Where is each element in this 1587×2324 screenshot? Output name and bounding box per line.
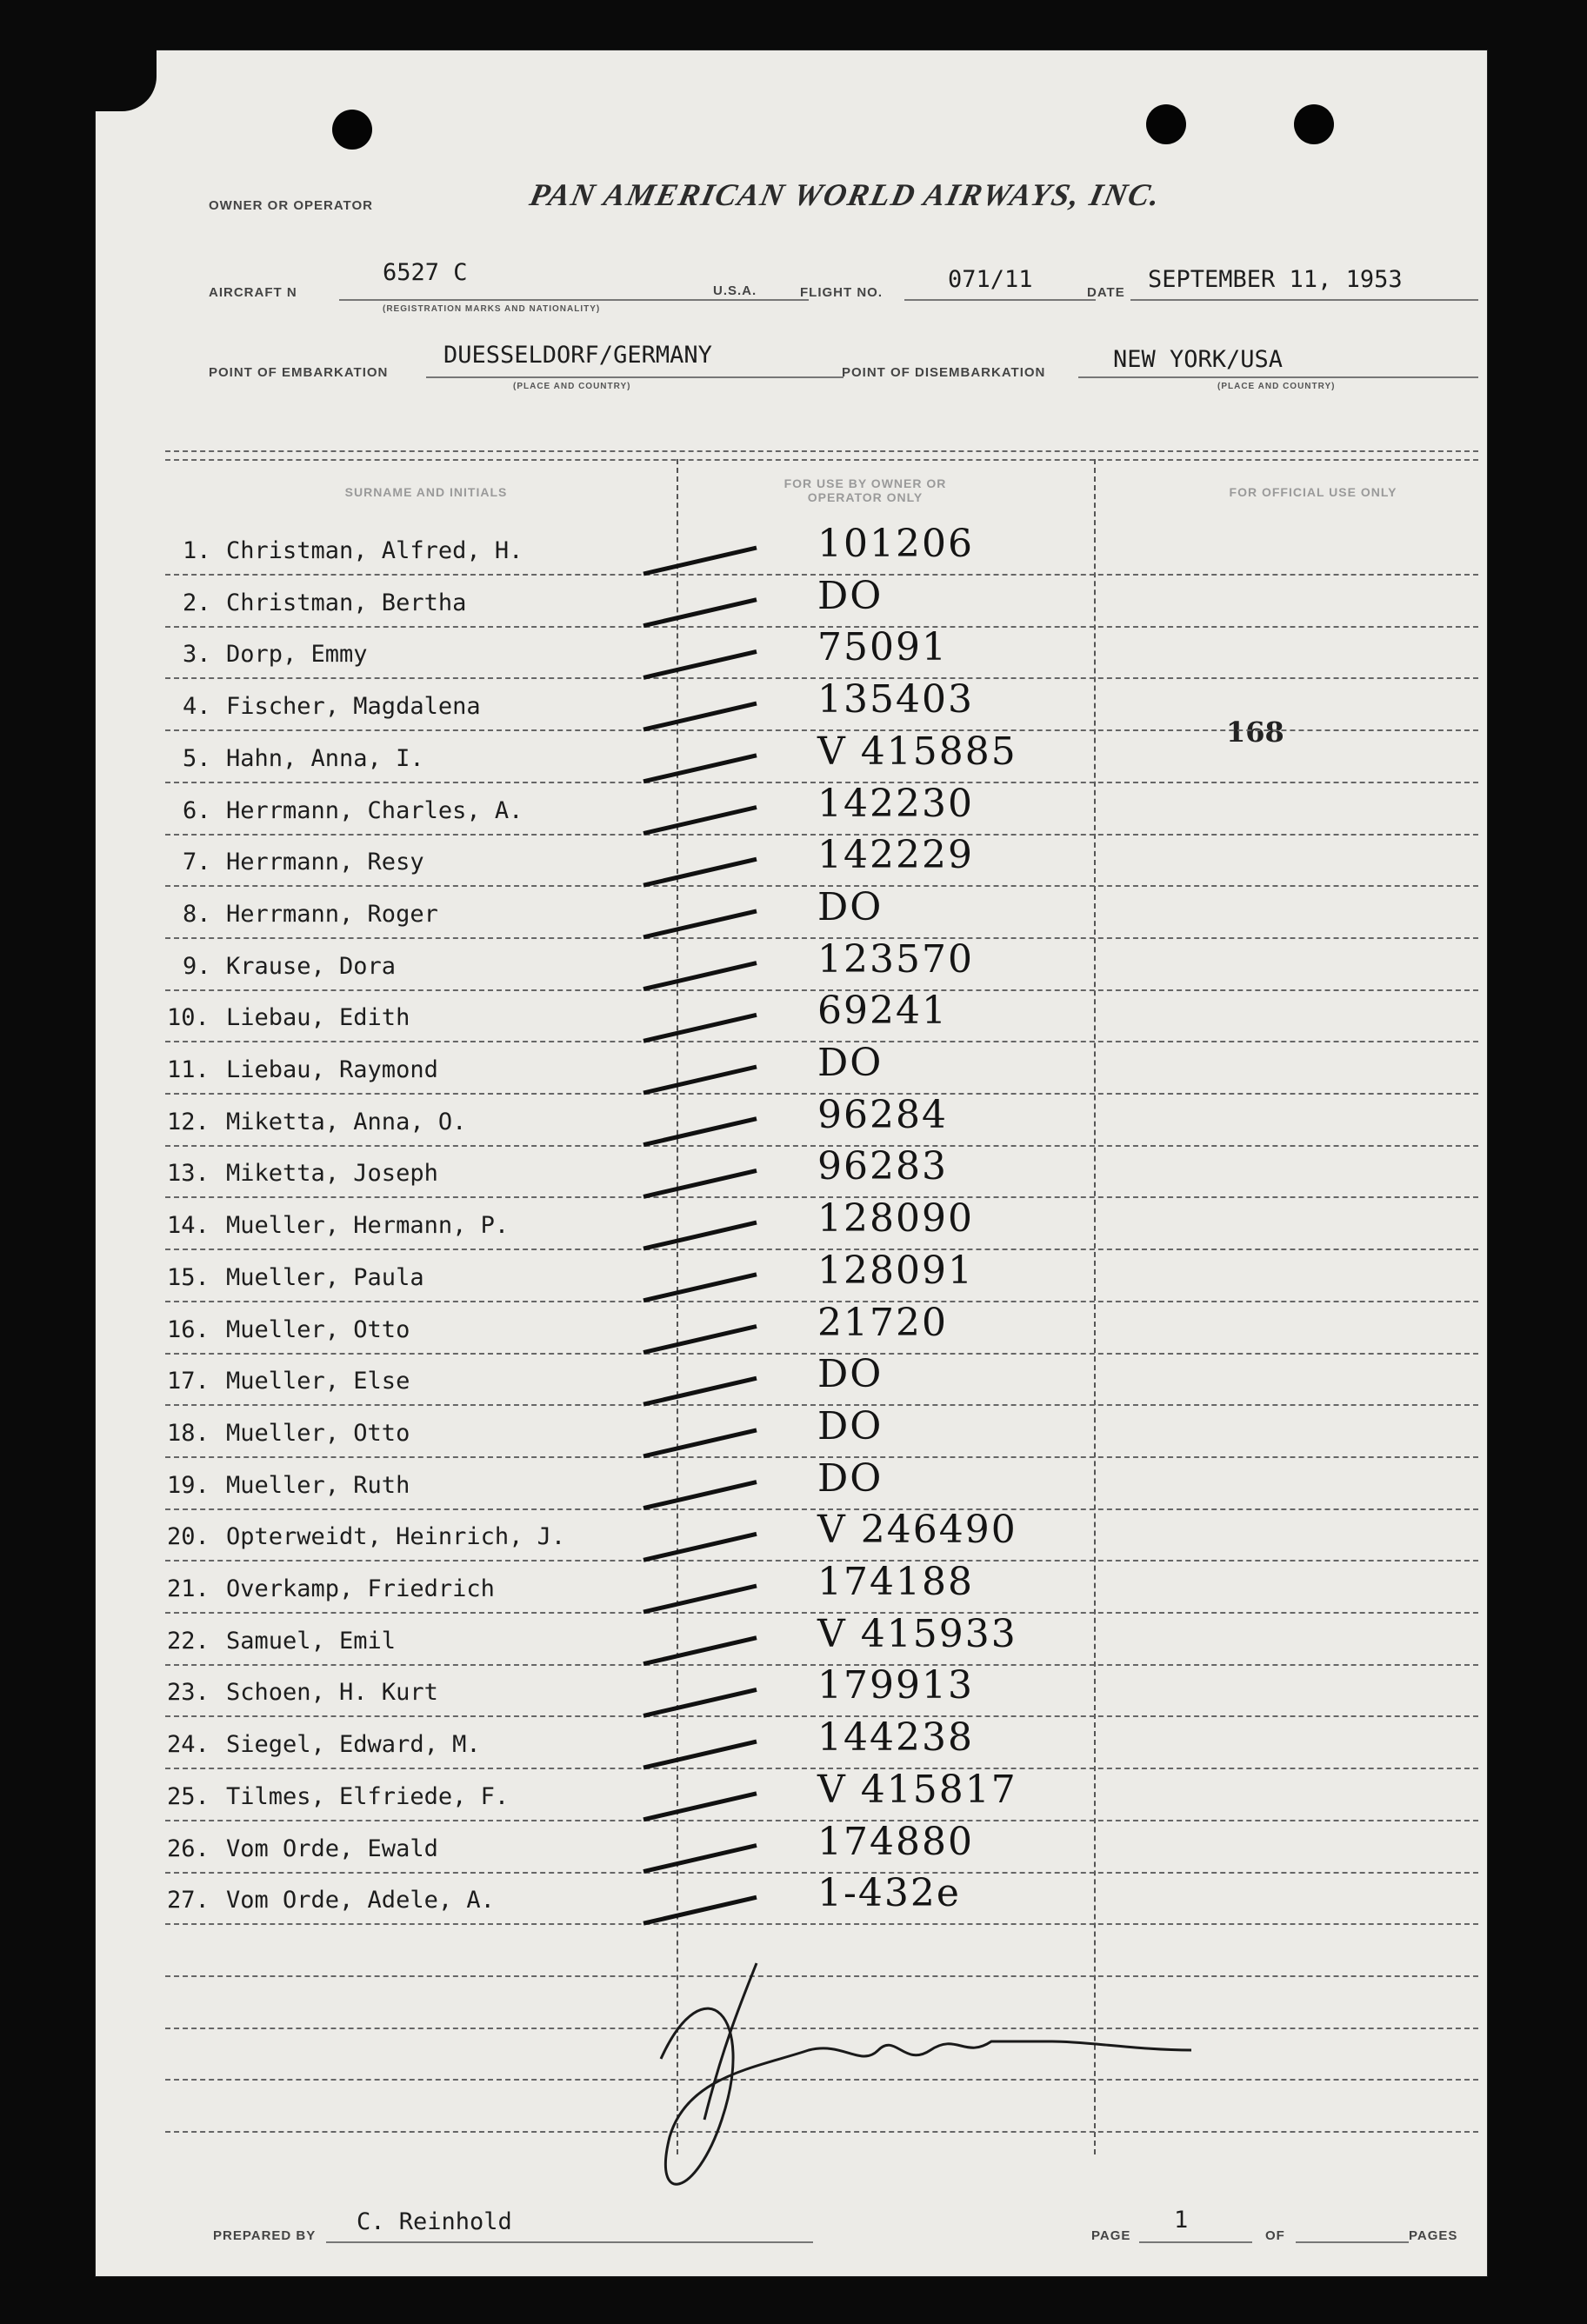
of-label: OF	[1265, 2228, 1285, 2243]
passenger-name: Vom Orde, Adele, A.	[226, 1887, 495, 1914]
row-number: 18.	[167, 1420, 210, 1447]
row-number: 5.	[183, 745, 211, 772]
page-label: PAGE	[1091, 2228, 1131, 2243]
passenger-name: Dorp, Emmy	[226, 641, 368, 668]
tick-mark	[643, 1170, 757, 1196]
passenger-name: Hahn, Anna, I.	[226, 745, 424, 772]
official-number: 168	[1226, 716, 1284, 749]
pages-label: PAGES	[1409, 2228, 1458, 2243]
passenger-document-number: 128091	[817, 1249, 974, 1293]
disembark-value: NEW YORK/USA	[1113, 346, 1284, 373]
tick-mark	[643, 859, 757, 885]
embark-sub: (PLACE AND COUNTRY)	[513, 382, 631, 391]
tick-mark	[643, 756, 757, 782]
aircraft-label: AIRCRAFT N	[209, 285, 297, 300]
passenger-name: Miketta, Anna, O.	[226, 1109, 467, 1135]
tick-mark	[643, 703, 757, 729]
row-number: 20.	[167, 1523, 210, 1550]
passenger-document-number: 96283	[817, 1144, 948, 1189]
row-number: 6.	[183, 797, 211, 824]
passenger-document-number: 144238	[817, 1715, 974, 1760]
passenger-name: Herrmann, Roger	[226, 901, 438, 928]
passenger-name: Mueller, Paula	[226, 1264, 424, 1291]
tick-mark	[643, 1482, 757, 1508]
date-value: SEPTEMBER 11, 1953	[1148, 266, 1403, 293]
passenger-document-number: 1-432e	[817, 1871, 961, 1915]
tick-mark	[643, 1794, 757, 1820]
passenger-name: Overkamp, Friedrich	[226, 1575, 495, 1602]
passenger-document-number: 128090	[817, 1196, 974, 1241]
passenger-document-number: 96284	[817, 1093, 948, 1137]
passenger-name: Miketta, Joseph	[226, 1160, 438, 1187]
row-number: 12.	[167, 1109, 210, 1135]
row-number: 25.	[167, 1783, 210, 1810]
prepared-value: C. Reinhold	[357, 2208, 512, 2235]
passenger-document-number: DO	[817, 1041, 884, 1085]
col-header-official: FOR OFFICIAL USE ONLY	[1229, 485, 1397, 499]
passenger-document-number: 174188	[817, 1560, 974, 1604]
row-number: 2.	[183, 589, 211, 616]
tick-mark	[643, 1638, 757, 1664]
passenger-document-number: 21720	[817, 1301, 948, 1345]
tick-mark	[643, 600, 757, 626]
row-number: 15.	[167, 1264, 210, 1291]
aircraft-value: 6527 C	[383, 259, 468, 286]
passenger-document-number: 123570	[817, 937, 974, 982]
row-number: 10.	[167, 1004, 210, 1031]
row-number: 11.	[167, 1056, 210, 1083]
passenger-name: Krause, Dora	[226, 953, 397, 980]
passenger-document-number: 174880	[817, 1820, 974, 1864]
tick-mark	[643, 911, 757, 937]
passenger-document-number: DO	[817, 1352, 884, 1396]
passenger-name: Tilmes, Elfriede, F.	[226, 1783, 510, 1810]
owner-label: OWNER OR OPERATOR	[209, 198, 373, 213]
passenger-name: Samuel, Emil	[226, 1628, 397, 1655]
row-number: 22.	[167, 1628, 210, 1655]
passenger-document-number: V 415817	[817, 1768, 1017, 1812]
passenger-name: Mueller, Else	[226, 1368, 410, 1395]
passenger-name: Christman, Bertha	[226, 589, 467, 616]
row-number: 14.	[167, 1212, 210, 1239]
passenger-name: Mueller, Otto	[226, 1316, 410, 1343]
prepared-label: PREPARED BY	[213, 2228, 317, 2243]
company-name: PAN AMERICAN WORLD AIRWAYS, INC.	[526, 177, 1165, 212]
passenger-document-number: V 246490	[817, 1508, 1017, 1552]
tick-mark	[643, 1119, 757, 1145]
row-number: 24.	[167, 1731, 210, 1758]
tick-mark	[643, 1015, 757, 1041]
row-number: 23.	[167, 1679, 210, 1706]
passenger-document-number: DO	[817, 885, 884, 929]
passenger-document-number: DO	[817, 574, 884, 618]
tick-mark	[643, 1327, 757, 1353]
row-number: 8.	[183, 901, 211, 928]
tick-mark	[643, 1378, 757, 1404]
col-header-name: SURNAME AND INITIALS	[344, 485, 508, 499]
passenger-name: Fischer, Magdalena	[226, 693, 481, 720]
row-number: 27.	[167, 1887, 210, 1914]
row-number: 21.	[167, 1575, 210, 1602]
passenger-document-number: DO	[817, 1404, 884, 1448]
tick-mark	[643, 1534, 757, 1560]
row-number: 13.	[167, 1160, 210, 1187]
manifest-page	[96, 50, 1487, 2276]
row-number: 1.	[183, 537, 211, 564]
page-value: 1	[1174, 2207, 1189, 2234]
passenger-name: Siegel, Edward, M.	[226, 1731, 481, 1758]
row-number: 17.	[167, 1368, 210, 1395]
tick-mark	[643, 548, 757, 574]
embark-label: POINT OF EMBARKATION	[209, 365, 389, 380]
passenger-name: Mueller, Otto	[226, 1420, 410, 1447]
col-header-owner: FOR USE BY OWNER OR OPERATOR ONLY	[783, 476, 947, 504]
passenger-document-number: 69241	[817, 989, 948, 1033]
passenger-document-number: 101206	[817, 522, 974, 566]
passenger-name: Schoen, H. Kurt	[226, 1679, 438, 1706]
usa-label: U.S.A.	[713, 283, 757, 298]
tick-mark	[643, 651, 757, 677]
passenger-document-number: V 415885	[817, 729, 1017, 774]
passenger-name: Herrmann, Charles, A.	[226, 797, 523, 824]
passenger-name: Liebau, Raymond	[226, 1056, 438, 1083]
disembark-label: POINT OF DISEMBARKATION	[842, 365, 1046, 380]
embark-value: DUESSELDORF/GERMANY	[443, 342, 712, 369]
disembark-sub: (PLACE AND COUNTRY)	[1217, 382, 1336, 391]
row-number: 16.	[167, 1316, 210, 1343]
tick-mark	[643, 1741, 757, 1768]
passenger-name: Vom Orde, Ewald	[226, 1835, 438, 1862]
passenger-name: Mueller, Hermann, P.	[226, 1212, 510, 1239]
row-number: 3.	[183, 641, 211, 668]
tick-mark	[643, 1897, 757, 1923]
tick-mark	[643, 1586, 757, 1612]
row-number: 26.	[167, 1835, 210, 1862]
tick-mark	[643, 1430, 757, 1456]
passenger-document-number: 75091	[817, 625, 948, 669]
passenger-name: Mueller, Ruth	[226, 1472, 410, 1499]
flight-label: FLIGHT NO.	[800, 285, 883, 300]
passenger-document-number: 142229	[817, 833, 974, 877]
passenger-name: Liebau, Edith	[226, 1004, 410, 1031]
aircraft-sub: (REGISTRATION MARKS AND NATIONALITY)	[383, 304, 601, 314]
tick-marks	[96, 50, 1487, 2276]
row-number: 9.	[183, 953, 211, 980]
row-number: 7.	[183, 849, 211, 876]
row-number: 4.	[183, 693, 211, 720]
flight-value: 071/11	[948, 266, 1033, 293]
passenger-name: Herrmann, Resy	[226, 849, 424, 876]
tick-mark	[643, 963, 757, 989]
passenger-document-number: DO	[817, 1456, 884, 1501]
passenger-document-number: V 415933	[817, 1612, 1017, 1656]
tick-mark	[643, 1275, 757, 1301]
tick-mark	[643, 1222, 757, 1249]
passenger-name: Opterweidt, Heinrich, J.	[226, 1523, 566, 1550]
passenger-document-number: 179913	[817, 1663, 974, 1708]
tick-mark	[643, 1067, 757, 1093]
tick-mark	[643, 1846, 757, 1872]
passenger-name: Christman, Alfred, H.	[226, 537, 523, 564]
passenger-document-number: 142230	[817, 782, 974, 826]
tick-mark	[643, 1689, 757, 1715]
passenger-document-number: 135403	[817, 677, 974, 722]
date-label: DATE	[1087, 285, 1125, 300]
row-number: 19.	[167, 1472, 210, 1499]
tick-mark	[643, 808, 757, 834]
